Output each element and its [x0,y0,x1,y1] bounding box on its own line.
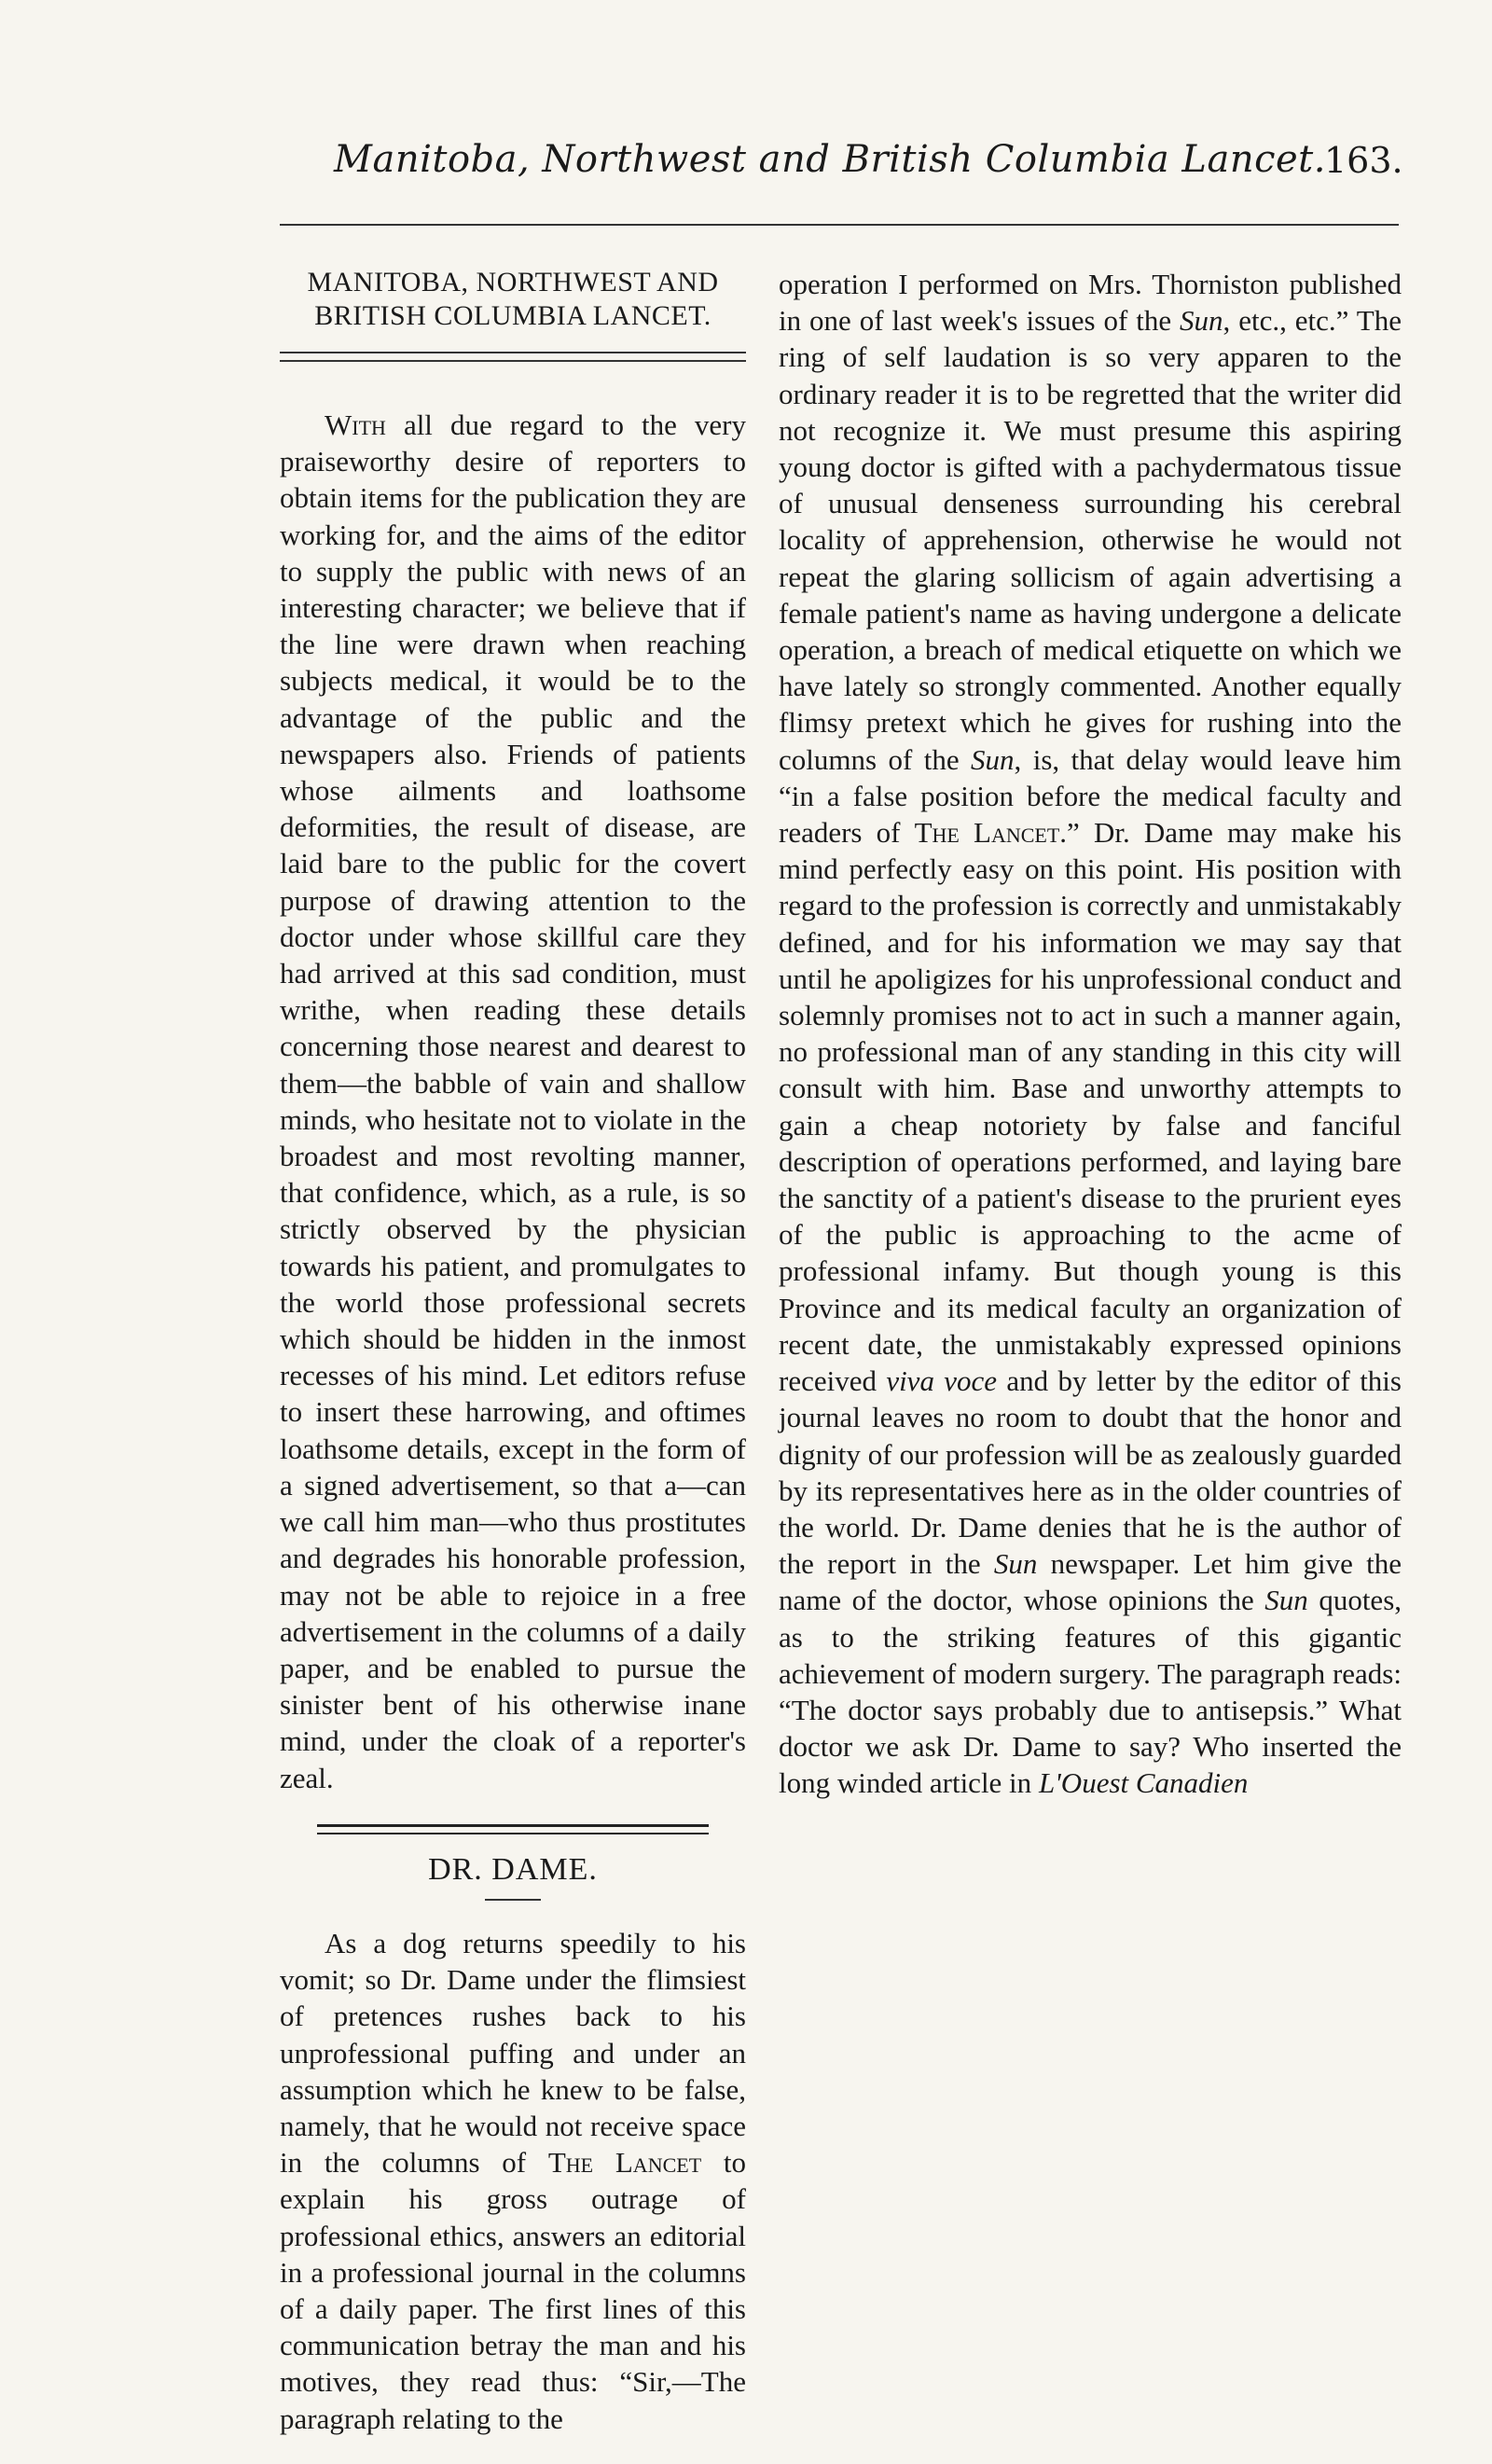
right-column [779,266,1402,1802]
dame-text-7: and by letter by the editor of this journal leaves no room to doubt that the honor and dignity of our profession will be as zealously guarded by its representatives here as in the older countries of the world. Dr. Dame denies that he is the author of the report in the [779,1364,1402,1581]
dame-text-3: operation I performed on Mrs. Thorniston published in one of last week's issues of the [779,268,1402,338]
dame-text-5: , is, that delay would leave him “in a false position before the medical faculty and readers of [779,742,1402,850]
title-double-rule [280,352,746,362]
dame-text-2: to explain his gross outrage of professional ethics, answers an editorial in a professional journal in the columns of a daily paper. The first lines of this communication betray the man and his motives, they read thus: “Sir,—The paragraph relating to the [280,2146,747,2435]
running-title: Manitoba, Northwest and British Columbia Lancet. [334,138,1326,181]
article-dame-body-left [280,1925,746,2437]
article-lancet-body [280,407,746,1796]
article-lancet-text: all due regard to the very praiseworthy desire of reporters to obtain items for the publication they are working for, and the aims of the editor to supply the public with news of an interesting character; we believe that if the line were drawn when reaching subjects medical, it would be to the advantage of the public and the newspapers also. Friends of patients whose ailments and loathsome deformities, the result of disease, are laid bare to the public for the covert purpose of drawing attention to the doctor under whose skillful care they had arrived at this sad condition, must writhe, when reading these details concerning those nearest and dearest to them—the babble of vain and shallow minds, who hesitate not to violate in the broadest and most revolting manner, that confidence, which, as a rule, is so strictly observed by the physician towards his patient, and promulgates to the world those professional secrets which should be hidden in the inmost recesses of his mind. Let editors refuse to insert these harrowing, and oftimes loathsome details, except in the form of a signed advertisement, so that a—can we call him man—who thus prostitutes and degrades his honorable profession, may not be able to rejoice in a free advertisement in the columns of a daily paper, and be enabled to pursue the sinister bent of his otherwise inane mind, under the cloak of a reporter's zeal. [280,408,746,1794]
newspaper-name: Sun [993,1547,1038,1581]
newspaper-name: L'Ouest Canadien [1038,1766,1249,1800]
journal-name: The Lancet [547,2146,702,2180]
article-dame-body-right [779,266,1402,1802]
dame-text-6: .” Dr. Dame may make his mind perfectly easy on this point. His position with regard to the profession is correctly and unmistakably defined, and for his information we may say that until he apoligizes for his unprofessional conduct and solemnly promises not to act in such a manner again, no professional man of any standing in this city will consult with him. Base and unworthy attempts to gain a cheap notoriety by false and fanciful description of operations performed, and laying bare the sanctity of a patient's disease to the prurient eyes of the public is approaching to the acme of professional infamy. But though young is this Province and its medical faculty an organization of recent date, the unmistakably expressed opinions received [779,816,1402,1398]
article-title-dame: DR. DAME. [428,1851,598,1887]
section-divider [317,1824,709,1834]
newspaper-name: Sun [971,742,1015,776]
newspaper-name: Sun [1180,304,1223,338]
title-short-rule [485,1899,541,1901]
article-title-lancet: MANITOBA, NORTHWEST AND BRITISH COLUMBIA LANCET. [307,267,719,331]
journal-name: The Lancet [914,816,1060,850]
lead-word: With [325,408,386,441]
dame-text-8: newspaper. Let him give the name of the doctor, whose opinions the [779,1547,1402,1617]
latin-phrase: viva voce [886,1364,998,1398]
newspaper-name: Sun [1264,1584,1308,1617]
dame-text-9: quotes, as to the striking features of this gigantic achievement of modern surgery. The paragraph reads: “The doctor says probably due to antisepsis.” What doctor we ask Dr. Dame to say? Who inserted the long winded article in [779,1584,1402,1800]
left-column [280,266,746,2437]
page-number: 163. [1324,140,1403,181]
dame-text-4: , etc., etc.” The ring of self laudation is so very apparen to the ordinary reader it is to be regretted that the writer did not recognize it. We must presume this aspiring young doctor is gifted with a pachydermatous tissue of unusual denseness surrounding his cerebral locality of apprehension, otherwise he would not repeat the glaring sollicism of again advertising a female patient's name as having undergone a delicate operation, a breach of medical etiquette on which we have lately so strongly commented. Another equally flimsy pretext which he gives for rushing into the columns of the [779,304,1402,776]
dame-text-1: As a dog returns speedily to his vomit; so Dr. Dame under the flimsiest of pretences rushes back to his unprofessional puffing and under an assumption which he knew to be false, namely, that he would not receive space in the columns of [280,1926,746,2180]
header-rule [280,224,1399,226]
